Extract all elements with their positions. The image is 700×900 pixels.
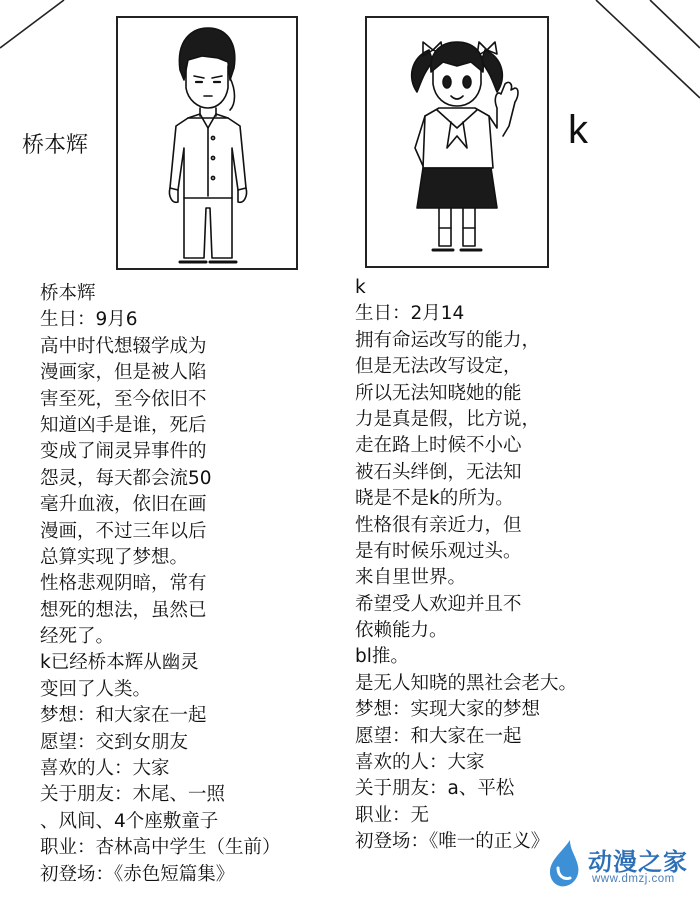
profile-line: 桥本辉 [40,283,96,304]
profile-line: 希望受人欢迎并且不 [355,593,522,615]
profile-line: 是无人知晓的黑社会老大。 [355,672,578,694]
profile-line: 拥有命运改写的能力， [355,329,541,351]
hashimoto-illustration [118,18,296,268]
profile-line: 知道凶手是谁，死后 [40,414,207,436]
side-name-k: k [568,108,588,152]
profile-line: 晓是不是k的所为。 [355,488,514,510]
profile-line: 怨灵，每天都会流50 [40,467,212,489]
profile-k [355,275,577,856]
profile-line: 变回了人类。 [40,678,152,700]
profile-line: 是有时候乐观过头。 [355,540,522,562]
profile-line: 漫画，不过三年以后 [40,520,207,542]
profile-line: 关于朋友：a、平松 [355,778,515,800]
profile-line: 初登场：《唯一的正义》 [355,831,550,853]
profile-line: 职业：无 [355,804,430,826]
profile-line: 总算实现了梦想。 [40,546,189,568]
profile-line: 梦想：和大家在一起 [40,705,207,727]
portrait-frame-hashimoto [116,16,298,270]
profile-line: 生日：2月14 [355,303,465,325]
profile-line: 性格很有亲近力，但 [355,514,522,536]
profile-line: 喜欢的人：大家 [355,752,485,774]
profile-line: 变成了闹灵异事件的 [40,441,207,463]
portrait-frame-k [365,16,549,268]
profile-line: 毫升血液，依旧在画 [40,494,207,516]
profile-line: bl推。 [355,646,409,668]
profile-line: 漫画家，但是被人陷 [40,362,207,384]
profile-line: 来自里世界。 [355,567,467,589]
profile-hashimoto [40,281,281,888]
profile-line: 梦想：实现大家的梦想 [355,699,541,721]
profile-line: 初登场：《赤色短篇集》 [40,863,235,885]
dmzj-logo-icon [540,838,590,888]
profile-line: 所以无法知晓她的能 [355,382,522,404]
profile-line: 力是真是假，比方说， [355,408,541,430]
side-name-hashimoto: 桥本辉 [22,133,89,158]
profile-line: k已经桥本辉从幽灵 [40,652,199,674]
k-illustration [367,18,547,266]
profile-line: 职业：杏林高中学生（生前） [40,837,281,859]
profile-line: 愿望：和大家在一起 [355,725,522,747]
decorative-corner-lines [0,0,700,120]
profile-line: 经死了。 [40,626,115,648]
profile-line: 走在路上时候不小心 [355,435,522,457]
profile-line: 想死的想法，虽然已 [40,599,207,621]
profile-line: 害至死，至今依旧不 [40,388,207,410]
profile-line: 生日：9月6 [40,309,138,331]
profile-line: 但是无法改写设定， [355,356,522,378]
watermark-url: www.dmzj.com [592,873,675,885]
profile-line: k [355,277,366,298]
profile-line: 关于朋友：木尾、一照 [40,784,226,806]
profile-line: 性格悲观阴暗，常有 [40,573,207,595]
dmzj-watermark [540,838,690,890]
profile-line: 愿望：交到女朋友 [40,731,189,753]
profile-line: 被石头绊倒，无法知 [355,461,522,483]
watermark-brand: 动漫之家 [588,848,688,876]
profile-line: 喜欢的人：大家 [40,758,170,780]
profile-line: 依赖能力。 [355,620,448,642]
profile-line: 高中时代想辍学成为 [40,335,207,357]
profile-line: 、风间、4个座敷童子 [40,810,219,832]
